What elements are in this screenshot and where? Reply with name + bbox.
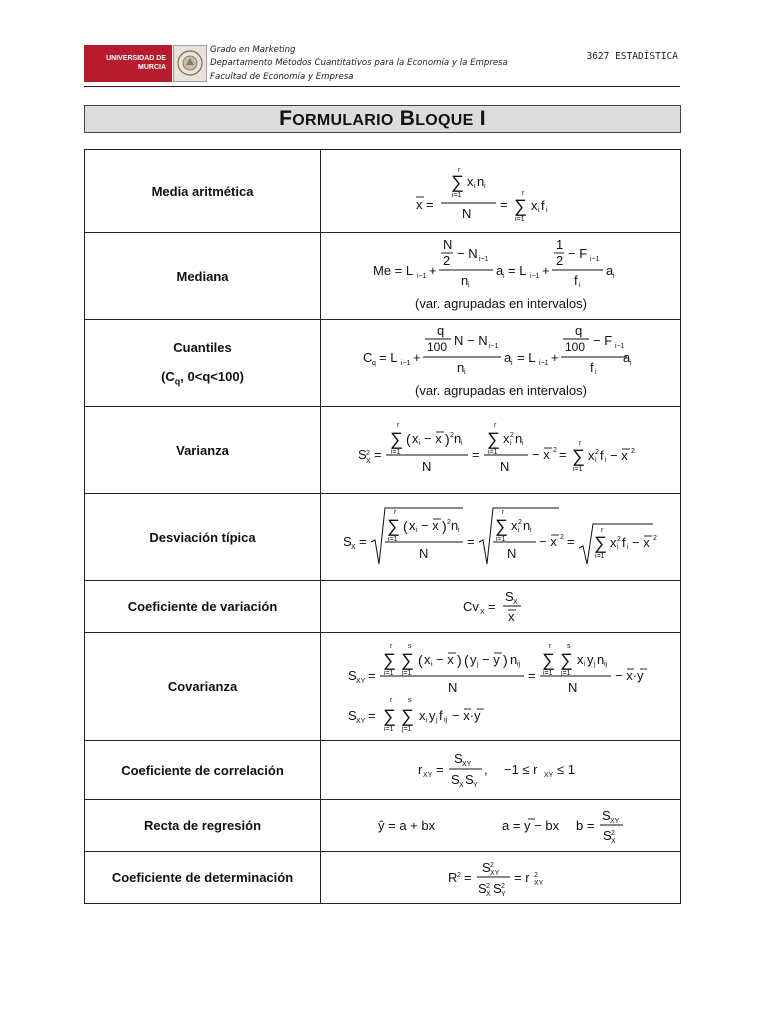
svg-text:r: r — [493, 422, 496, 429]
svg-text:x: x — [415, 197, 422, 212]
svg-text:r: r — [578, 440, 581, 447]
formula-cuantiles — [321, 320, 681, 407]
table-row — [85, 581, 681, 633]
svg-text:y: y — [469, 651, 476, 667]
svg-text:i: i — [483, 183, 486, 190]
svg-text:i=1: i=1 — [383, 725, 394, 733]
svg-text:n: n — [514, 431, 522, 446]
university-logo — [84, 45, 172, 82]
svg-text:X: X — [479, 608, 485, 616]
svg-text:∑: ∑ — [513, 196, 527, 216]
svg-text:− F: − F — [567, 246, 587, 261]
svg-text:− x: − x — [631, 535, 650, 550]
course-code: 3627 ESTADÍSTICA — [586, 51, 678, 62]
svg-text:XY: XY — [422, 772, 432, 779]
table-row — [85, 852, 681, 904]
svg-text:XY: XY — [543, 772, 553, 779]
svg-text:=: = — [558, 447, 567, 462]
svg-text:i=1: i=1 — [495, 536, 506, 543]
svg-text:XY: XY — [489, 869, 499, 877]
svg-text:r: r — [393, 509, 396, 516]
svg-text:2: 2 — [509, 432, 514, 439]
svg-text:): ) — [456, 651, 462, 668]
svg-text:∑: ∑ — [382, 705, 396, 726]
svg-text:S: S — [450, 772, 460, 787]
svg-text:∑: ∑ — [559, 649, 573, 670]
svg-text:∑: ∑ — [400, 705, 414, 726]
svg-text:,: , — [483, 762, 488, 777]
svg-text:i=1: i=1 — [514, 216, 525, 223]
svg-text:∑: ∑ — [541, 649, 555, 670]
svg-text:i=1: i=1 — [542, 669, 553, 677]
svg-text:=: = — [566, 534, 575, 549]
svg-text:− x: − x — [435, 651, 454, 667]
svg-text:j=1: j=1 — [401, 669, 412, 677]
svg-text:i−1: i−1 — [589, 256, 600, 263]
svg-text:i: i — [594, 457, 597, 464]
svg-text:∑: ∑ — [486, 429, 500, 449]
svg-text:i: i — [537, 207, 540, 214]
svg-text:i−1: i−1 — [488, 343, 499, 350]
svg-text:i−1: i−1 — [416, 273, 427, 280]
formula-name: Media aritmética — [85, 150, 321, 233]
svg-text:XY: XY — [355, 677, 365, 685]
svg-text:j=1: j=1 — [401, 725, 412, 733]
svg-text:i: i — [616, 544, 619, 551]
svg-text:i=1: i=1 — [387, 536, 398, 543]
formula-name: Coeficiente de variación — [85, 581, 321, 633]
svg-text:∑: ∑ — [400, 649, 414, 670]
svg-text:i: i — [604, 457, 607, 464]
svg-text:r: r — [389, 642, 392, 650]
svg-text:∑: ∑ — [450, 172, 464, 192]
svg-text:− N: − N — [456, 246, 478, 261]
svg-text:2: 2 — [533, 871, 538, 879]
svg-text:a: a — [605, 263, 613, 278]
formula-name-cell — [85, 320, 321, 407]
formula-varianza — [321, 407, 681, 494]
svg-text:2: 2 — [500, 882, 505, 890]
svg-text:i=1: i=1 — [390, 449, 401, 456]
svg-text:n: n — [522, 518, 530, 533]
svg-text:i=1: i=1 — [594, 553, 605, 560]
svg-text:=: = — [487, 598, 496, 614]
formula-name: Varianza — [85, 407, 321, 494]
formula-name: Mediana — [85, 233, 321, 320]
formula-regresion — [321, 800, 681, 852]
document-header — [84, 44, 680, 87]
table-row — [85, 150, 681, 233]
svg-text:S: S — [602, 827, 612, 843]
svg-text:i: i — [460, 440, 463, 447]
svg-text:j=1: j=1 — [560, 669, 571, 677]
formula-covarianza — [321, 633, 681, 741]
svg-text:r: r — [396, 422, 399, 429]
formula-note: (var. agrupadas en intervalos) — [414, 383, 587, 398]
svg-text:2: 2 — [365, 450, 370, 457]
svg-text:S: S — [477, 880, 487, 896]
svg-text:x: x — [609, 535, 616, 550]
svg-text:x: x — [507, 608, 514, 624]
svg-text:j: j — [476, 660, 479, 668]
formula-name: Cuantiles — [173, 339, 232, 355]
svg-text:∑: ∑ — [389, 429, 403, 449]
svg-text:s: s — [407, 696, 411, 704]
svg-text:− x: − x — [420, 518, 439, 533]
svg-text:S: S — [453, 751, 463, 766]
svg-text:=: = — [466, 534, 475, 549]
svg-text:1: 1 — [555, 237, 563, 252]
formula-correlacion — [321, 741, 681, 800]
svg-text:(: ( — [405, 431, 411, 447]
svg-text:N: N — [461, 206, 471, 221]
formula-table — [84, 149, 681, 904]
svg-text:2: 2 — [559, 534, 564, 541]
svg-text:n: n — [450, 518, 458, 533]
svg-text:i: i — [430, 660, 433, 668]
svg-text:+: + — [428, 263, 437, 278]
svg-text:i: i — [529, 527, 532, 534]
svg-text:x: x — [423, 651, 430, 667]
svg-text:+: + — [541, 263, 550, 278]
svg-text:i=1: i=1 — [451, 192, 462, 199]
svg-text:i: i — [583, 660, 586, 668]
formula-regresion-svg — [376, 804, 626, 848]
svg-text:2: 2 — [442, 253, 450, 268]
degree-line: Grado en Marketing — [210, 45, 296, 55]
svg-text:2: 2 — [517, 519, 522, 526]
svg-text:X: X — [365, 458, 371, 465]
svg-text:r: r — [521, 190, 524, 197]
formula-mediana — [321, 233, 681, 320]
svg-text:x: x — [408, 518, 415, 533]
university-seal-icon — [173, 45, 207, 82]
svg-text:∑: ∑ — [382, 649, 396, 670]
svg-text:− x: − x — [538, 534, 557, 549]
svg-text:2: 2 — [630, 448, 635, 455]
formula-note: (var. agrupadas en intervalos) — [414, 296, 587, 311]
svg-text:i−1: i−1 — [400, 360, 411, 367]
svg-text:S: S — [357, 447, 367, 462]
svg-text:X: X — [485, 890, 491, 898]
svg-text:r: r — [501, 509, 504, 516]
svg-text:r: r — [457, 167, 460, 174]
formula-cuantiles-svg — [361, 323, 641, 403]
svg-text:i: i — [463, 369, 466, 376]
svg-text:i−1: i−1 — [478, 256, 489, 263]
svg-text:=: = — [373, 447, 382, 462]
svg-text:x: x — [530, 198, 537, 213]
svg-text:=: = — [367, 707, 376, 723]
faculty-line: Facultad de Economía y Empresa — [210, 71, 354, 82]
svg-text:X: X — [350, 544, 356, 551]
svg-text:b =: b = — [575, 817, 594, 833]
svg-text:2: 2 — [610, 829, 615, 837]
svg-text:i: i — [418, 440, 421, 447]
svg-text:j: j — [435, 716, 438, 724]
svg-text:n: n — [509, 651, 517, 667]
svg-text:N: N — [442, 237, 452, 252]
svg-text:− y: − y — [481, 651, 500, 667]
svg-text:i: i — [517, 527, 520, 534]
svg-text:r: r — [548, 642, 551, 650]
svg-text:i: i — [415, 527, 418, 534]
svg-text:=: = — [499, 197, 508, 212]
svg-text:2: 2 — [552, 447, 557, 454]
svg-text:x: x — [502, 431, 509, 446]
svg-text:− x·y: − x·y — [451, 707, 481, 723]
formula-name: Covarianza — [85, 633, 321, 741]
formula-name: Coeficiente de correlación — [85, 741, 321, 800]
svg-text:ij: ij — [516, 660, 520, 668]
svg-text:a: a — [622, 350, 630, 365]
svg-text:): ) — [502, 651, 508, 668]
svg-text:C: C — [362, 350, 372, 365]
svg-text:N: N — [418, 546, 428, 561]
svg-text:Y: Y — [472, 782, 478, 789]
svg-text:n: n — [460, 273, 468, 288]
table-row — [85, 233, 681, 320]
table-row — [85, 407, 681, 494]
svg-text:+: + — [412, 350, 421, 365]
svg-text:f: f — [599, 448, 604, 463]
svg-text:2: 2 — [485, 882, 490, 890]
table-row — [85, 494, 681, 581]
svg-text:y: y — [586, 651, 593, 667]
svg-text:j: j — [593, 660, 596, 668]
svg-text:q: q — [436, 323, 444, 338]
svg-text:2: 2 — [489, 861, 494, 869]
svg-text:N: N — [421, 459, 431, 474]
svg-text:a: a — [503, 350, 511, 365]
svg-text:): ) — [444, 431, 450, 447]
svg-text:n: n — [476, 174, 484, 189]
svg-text:= L: = L — [507, 263, 526, 278]
svg-text:x: x — [510, 518, 517, 533]
svg-text:s: s — [407, 642, 411, 650]
svg-text:=: = — [367, 667, 376, 683]
svg-text:S: S — [481, 859, 491, 875]
svg-text:≤ 1: ≤ 1 — [556, 762, 575, 777]
svg-text:= r: = r — [513, 869, 530, 885]
svg-text:N: N — [499, 459, 509, 474]
svg-text:r: r — [600, 527, 603, 534]
svg-text:N: N — [567, 679, 577, 695]
svg-text:ŷ = a + bx: ŷ = a + bx — [377, 817, 435, 833]
svg-text:S: S — [347, 667, 357, 683]
svg-text:i: i — [629, 360, 632, 367]
svg-text:S: S — [492, 880, 502, 896]
svg-text:2: 2 — [652, 535, 657, 542]
svg-text:i: i — [578, 282, 581, 289]
svg-text:a = y − bx: a = y − bx — [501, 817, 559, 833]
svg-text:X: X — [458, 782, 464, 789]
svg-text:2: 2 — [594, 449, 599, 456]
svg-text:+: + — [550, 350, 559, 365]
svg-text:a: a — [495, 263, 503, 278]
svg-text:s: s — [566, 642, 570, 650]
svg-text:∑: ∑ — [571, 446, 585, 466]
svg-text:N − N: N − N — [453, 333, 488, 348]
formula-media-svg — [416, 156, 586, 226]
formula-media — [321, 150, 681, 233]
table-row — [85, 741, 681, 800]
svg-text:S: S — [342, 534, 352, 549]
svg-text:i−1: i−1 — [529, 273, 540, 280]
svg-text:n: n — [456, 360, 464, 375]
svg-text:i: i — [545, 207, 548, 214]
svg-text:i−1: i−1 — [538, 360, 549, 367]
svg-text:=: = — [527, 667, 536, 683]
svg-text:ij: ij — [443, 716, 447, 724]
svg-text:f: f — [438, 707, 443, 723]
svg-text:− x: − x — [531, 447, 550, 462]
svg-text:i−1: i−1 — [614, 343, 625, 350]
formula-name: Coeficiente de determinación — [85, 852, 321, 904]
svg-text:n: n — [453, 431, 461, 446]
svg-text:− x: − x — [423, 431, 442, 446]
svg-text:ij: ij — [603, 660, 607, 668]
formula-name: Recta de regresión — [85, 800, 321, 852]
header-lines — [210, 44, 508, 84]
svg-text:r: r — [389, 696, 392, 704]
svg-text:i: i — [510, 360, 513, 367]
svg-text:x: x — [418, 707, 425, 723]
svg-text:i: i — [457, 527, 460, 534]
svg-text:XY: XY — [461, 761, 471, 768]
svg-text:(: ( — [402, 518, 408, 534]
formula-desviacion-svg — [341, 502, 661, 572]
logo-line-1: UNIVERSIDAD DE — [106, 55, 166, 62]
svg-text:=: = — [463, 869, 472, 885]
svg-text:=: = — [358, 534, 367, 549]
formula-varianza-svg — [356, 415, 646, 485]
svg-text:100: 100 — [564, 340, 585, 354]
svg-text:i: i — [626, 544, 629, 551]
svg-text:=: = — [435, 762, 444, 777]
svg-text:− F: − F — [592, 333, 612, 348]
svg-text:Cv: Cv — [462, 598, 479, 614]
svg-text:i: i — [612, 273, 615, 280]
svg-text:XY: XY — [533, 879, 543, 887]
svg-text:2: 2 — [555, 253, 563, 268]
table-row — [85, 320, 681, 407]
svg-text:): ) — [441, 518, 447, 534]
svg-text:S: S — [601, 807, 611, 823]
formula-covarianza-svg — [346, 638, 656, 736]
svg-text:∑: ∑ — [593, 533, 607, 553]
formula-mediana-svg — [371, 236, 631, 316]
formula-determinacion — [321, 852, 681, 904]
svg-text:2: 2 — [449, 432, 454, 439]
svg-text:−1 ≤ r: −1 ≤ r — [503, 762, 538, 777]
table-row — [85, 800, 681, 852]
svg-text:(: ( — [417, 651, 423, 668]
svg-text:i=1: i=1 — [383, 669, 394, 677]
svg-text:f: f — [540, 198, 545, 213]
table-row — [85, 633, 681, 741]
formula-cv-svg — [461, 585, 541, 629]
svg-text:i: i — [502, 273, 505, 280]
svg-text:i: i — [473, 183, 476, 190]
svg-text:x: x — [411, 431, 418, 446]
svg-text:f: f — [621, 535, 626, 550]
svg-text:x: x — [587, 448, 594, 463]
formula-desviacion — [321, 494, 681, 581]
svg-text:S: S — [347, 707, 357, 723]
svg-text:Y: Y — [500, 890, 506, 898]
svg-text:N: N — [506, 546, 516, 561]
svg-text:=: = — [425, 197, 434, 212]
svg-text:− x·y: − x·y — [614, 667, 644, 683]
svg-text:100: 100 — [426, 340, 447, 354]
svg-text:R: R — [447, 869, 457, 885]
svg-text:X: X — [512, 598, 518, 606]
svg-text:i: i — [594, 369, 597, 376]
formula-correlacion-svg — [416, 746, 586, 794]
svg-text:N: N — [447, 679, 457, 695]
svg-text:Me = L: Me = L — [372, 263, 413, 278]
svg-text:∑: ∑ — [386, 516, 400, 536]
svg-text:f: f — [589, 360, 594, 375]
svg-text:2: 2 — [616, 536, 621, 543]
svg-text:XY: XY — [355, 717, 365, 725]
svg-text:2: 2 — [456, 871, 461, 879]
formula-name: Desviación típica — [85, 494, 321, 581]
formula-cv — [321, 581, 681, 633]
document-title: FORMULARIO BLOQUE I — [84, 105, 681, 133]
svg-text:x: x — [466, 174, 473, 189]
svg-text:− x: − x — [609, 448, 628, 463]
svg-text:(: ( — [463, 651, 469, 668]
svg-text:i: i — [425, 716, 428, 724]
formula-determinacion-svg — [446, 856, 556, 900]
svg-text:i: i — [467, 282, 470, 289]
svg-text:XY: XY — [609, 817, 619, 825]
svg-text:n: n — [596, 651, 604, 667]
svg-text:i: i — [509, 440, 512, 447]
svg-text:S: S — [464, 772, 474, 787]
svg-text:y: y — [428, 707, 435, 723]
svg-text:q: q — [574, 323, 582, 338]
svg-text:∑: ∑ — [494, 516, 508, 536]
svg-text:=: = — [471, 447, 480, 462]
logo-line-2: MURCIA — [138, 64, 166, 71]
svg-text:f: f — [573, 273, 578, 288]
svg-text:r: r — [417, 762, 422, 777]
svg-text:q: q — [371, 360, 376, 367]
svg-text:= L: = L — [516, 350, 535, 365]
department-line: Departamento Métodos Cuantitativos para la Economía y la Empresa — [210, 58, 508, 69]
svg-text:S: S — [504, 588, 514, 604]
svg-text:i=1: i=1 — [487, 449, 498, 456]
svg-text:= L: = L — [378, 350, 397, 365]
svg-text:x: x — [576, 651, 583, 667]
svg-text:i=1: i=1 — [572, 466, 583, 473]
formula-name-range: ($C_q$, 0<q<100) — [161, 368, 244, 387]
svg-text:i: i — [521, 440, 524, 447]
svg-text:X: X — [610, 837, 616, 845]
svg-text:2: 2 — [446, 519, 451, 526]
